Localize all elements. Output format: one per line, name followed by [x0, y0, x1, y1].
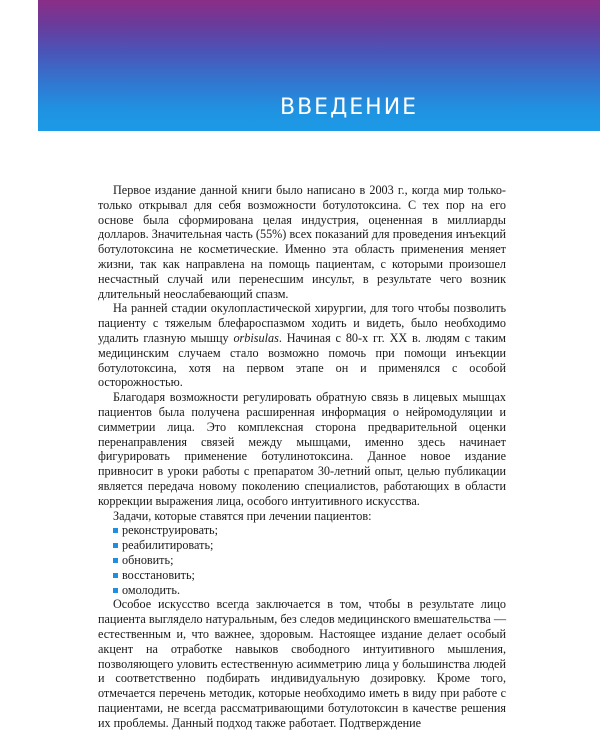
list-item-text: омолодить. — [122, 582, 180, 597]
chapter-header-banner — [38, 0, 600, 131]
square-bullet-icon — [113, 573, 118, 578]
square-bullet-icon — [113, 558, 118, 563]
square-bullet-icon — [113, 588, 118, 593]
muscle-name-italic: orbisulas — [233, 330, 279, 345]
list-item-text: восстановить; — [122, 567, 195, 582]
list-item-text: реконструировать; — [122, 523, 218, 538]
list-item — [98, 553, 506, 568]
paragraph-natural-look: Особое искусство всегда заключается в том, чтобы в результате лицо пациента выглядело натуральным, без следов медицинского вмешательства — естественным и, что важнее, здоровым. Настоящее издание делает особый акцент на отработке навыков свободного интуитивного мышления, позволяющего уловить естественную асимметрию лица у большинства людей и соответственно подбирать индивидуальную дозировку. Кроме того, отмечается перечень методик, которые необходимо иметь в виду при работе с пациентами, не всегда рассматривающими ботулотоксин в качестве решения их проблемы. Данный подход также работает. Подтверждение — [98, 597, 507, 730]
list-item — [98, 583, 506, 598]
paragraph-oculoplastic-start: На ранней стадии окулопластической хирургии, для того чтобы позволить пациенту с тяжелым блефароспазмом ходить и видеть, было необходимо удалить глазную мышцу — [98, 301, 506, 345]
list-item — [98, 523, 506, 538]
list-item — [98, 538, 506, 553]
chapter-body — [98, 183, 506, 730]
square-bullet-icon — [113, 543, 118, 548]
tasks-intro: Задачи, которые ставятся при лечении пациентов: — [113, 508, 372, 523]
square-bullet-icon — [113, 528, 118, 533]
paragraph-oculoplastic-end: . Начиная с 80-х гг. XX в. людям с таким медицинским случаем стало возможно помочь при помощи инъекции ботулотоксина, хотя на первом этапе он и применялся с особой осторожностью. — [98, 330, 506, 390]
paragraph-oculoplastic — [98, 301, 506, 390]
tasks-list — [98, 523, 506, 597]
list-item-text: обновить; — [122, 552, 174, 567]
list-item-text: реабилитировать; — [122, 538, 214, 553]
list-item — [98, 568, 506, 583]
paragraph-neuromodulation: Благодаря возможности регулировать обратную связь в лицевых мышцах пациентов была получена расширенная информация о нейромодуляции и симметрии лица. Это комплексная сторона предварительной оценки перенаправления связей между мышцами, именно здесь начинает фигурировать применение ботулинотоксина. Данное новое издание привносит в уроки работы с препаратом 30-летний опыт, целью публикации является передача новому поколению специалистов, работающих в области коррекции выражения лица, особого интуитивного искусства. — [98, 390, 506, 508]
chapter-title: ВВЕДЕНИЕ — [280, 95, 419, 120]
paragraph-first-edition: Первое издание данной книги было написано в 2003 г., когда мир только-только открывал для себя возможности ботулотоксина. С тех пор на его основе была сформирована целая индустрия, оцененная в миллиарды долларов. Значительная часть (55%) всех показаний для проведения инъекций ботулотоксина не косметические. Именно эта область применения меняет жизни, так как направлена на помощь пациентам, с которыми произошел несчастный случай или перенесшим инсульт, в результате чего возник длительный неослабевающий спазм. — [98, 183, 506, 301]
